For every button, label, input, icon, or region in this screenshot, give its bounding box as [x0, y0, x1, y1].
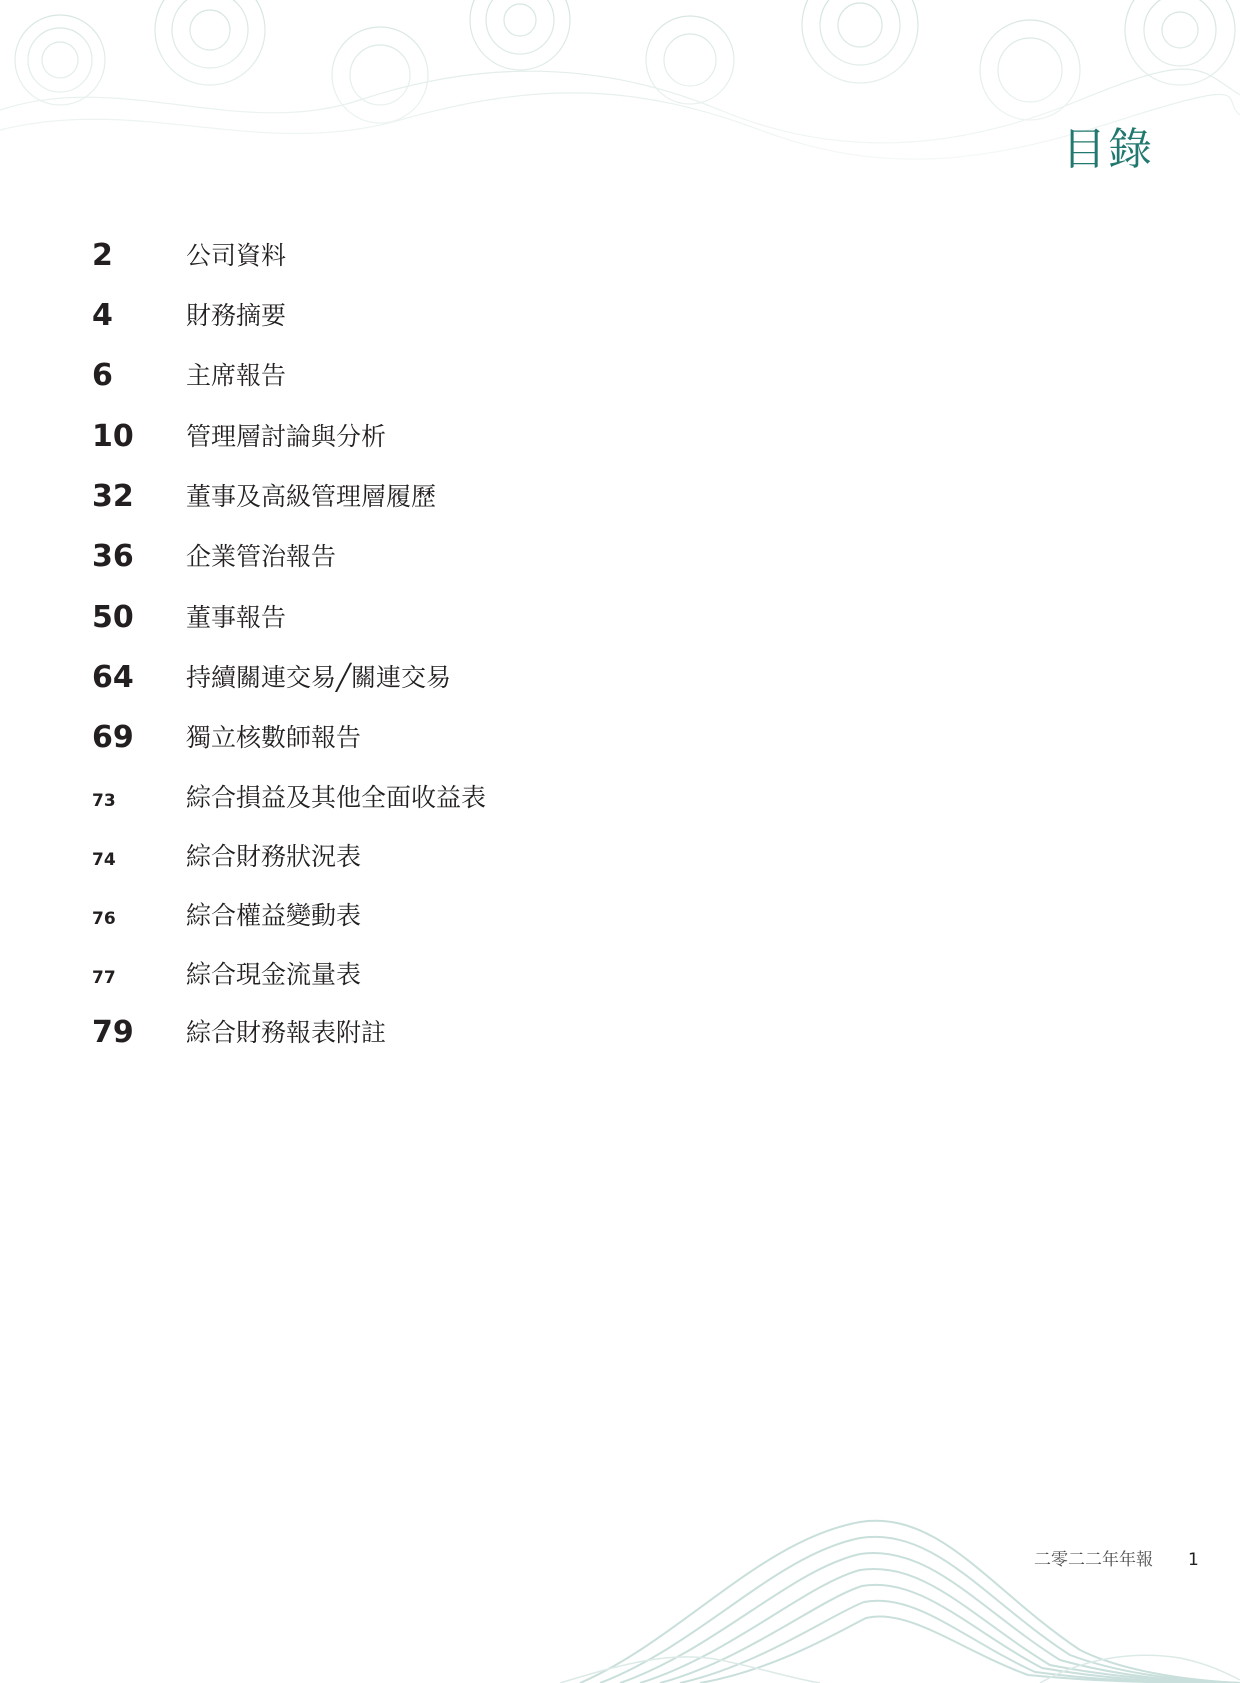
toc-item[interactable]: [92, 291, 992, 341]
toc-item-label: 主席報告: [186, 361, 287, 390]
toc-page-number: 10: [92, 419, 134, 454]
toc-page-number: 6: [92, 358, 113, 393]
toc-page-number: 74: [92, 850, 116, 870]
toc-page-number: 32: [92, 479, 134, 514]
toc-item[interactable]: [92, 532, 992, 582]
toc-page-number: 79: [92, 1015, 134, 1050]
toc-item[interactable]: [92, 891, 992, 941]
toc-item[interactable]: [92, 593, 992, 643]
toc-page-number: 4: [92, 298, 113, 333]
table-of-contents: [92, 0, 992, 1100]
toc-item[interactable]: [92, 231, 992, 281]
wave-mountain-decoration: [560, 1500, 1240, 1683]
toc-item-label: 董事及高級管理層履歷: [186, 482, 437, 511]
toc-page-number: 36: [92, 539, 134, 574]
toc-page-number: 77: [92, 968, 116, 988]
toc-item-label: 綜合財務狀況表: [186, 842, 362, 871]
toc-item[interactable]: [92, 773, 992, 823]
toc-item[interactable]: [92, 653, 992, 703]
toc-item-label: 獨立核數師報告: [186, 723, 362, 752]
toc-item-label: 董事報告: [186, 603, 287, 632]
toc-item-label: 財務摘要: [186, 301, 287, 330]
toc-item-label: 綜合權益變動表: [186, 901, 362, 930]
toc-item[interactable]: [92, 713, 992, 763]
toc-item-label: 公司資料: [186, 241, 287, 270]
toc-item-label: 持續關連交易╱關連交易: [186, 663, 452, 692]
toc-page-number: 69: [92, 720, 134, 755]
toc-item-label: 綜合損益及其他全面收益表: [186, 783, 487, 812]
toc-item[interactable]: [92, 950, 992, 1000]
toc-item-label: 管理層討論與分析: [186, 422, 387, 451]
toc-item-label: 企業管治報告: [186, 542, 337, 571]
toc-page-number: 64: [92, 660, 134, 695]
toc-page-number: 73: [92, 791, 116, 811]
toc-item[interactable]: [92, 472, 992, 522]
toc-item-label: 綜合財務報表附註: [186, 1018, 387, 1047]
footer-report-title: 二零二二年年報: [1034, 1550, 1153, 1570]
page-title: 目錄: [1062, 124, 1154, 175]
toc-item[interactable]: [92, 351, 992, 401]
toc-item[interactable]: [92, 1008, 992, 1058]
toc-page-number: 2: [92, 238, 113, 273]
toc-item-label: 綜合現金流量表: [186, 960, 362, 989]
toc-item[interactable]: [92, 832, 992, 882]
toc-item[interactable]: [92, 412, 992, 462]
toc-page-number: 76: [92, 909, 116, 929]
footer-page-number: 1: [1188, 1550, 1199, 1570]
toc-page-number: 50: [92, 600, 134, 635]
